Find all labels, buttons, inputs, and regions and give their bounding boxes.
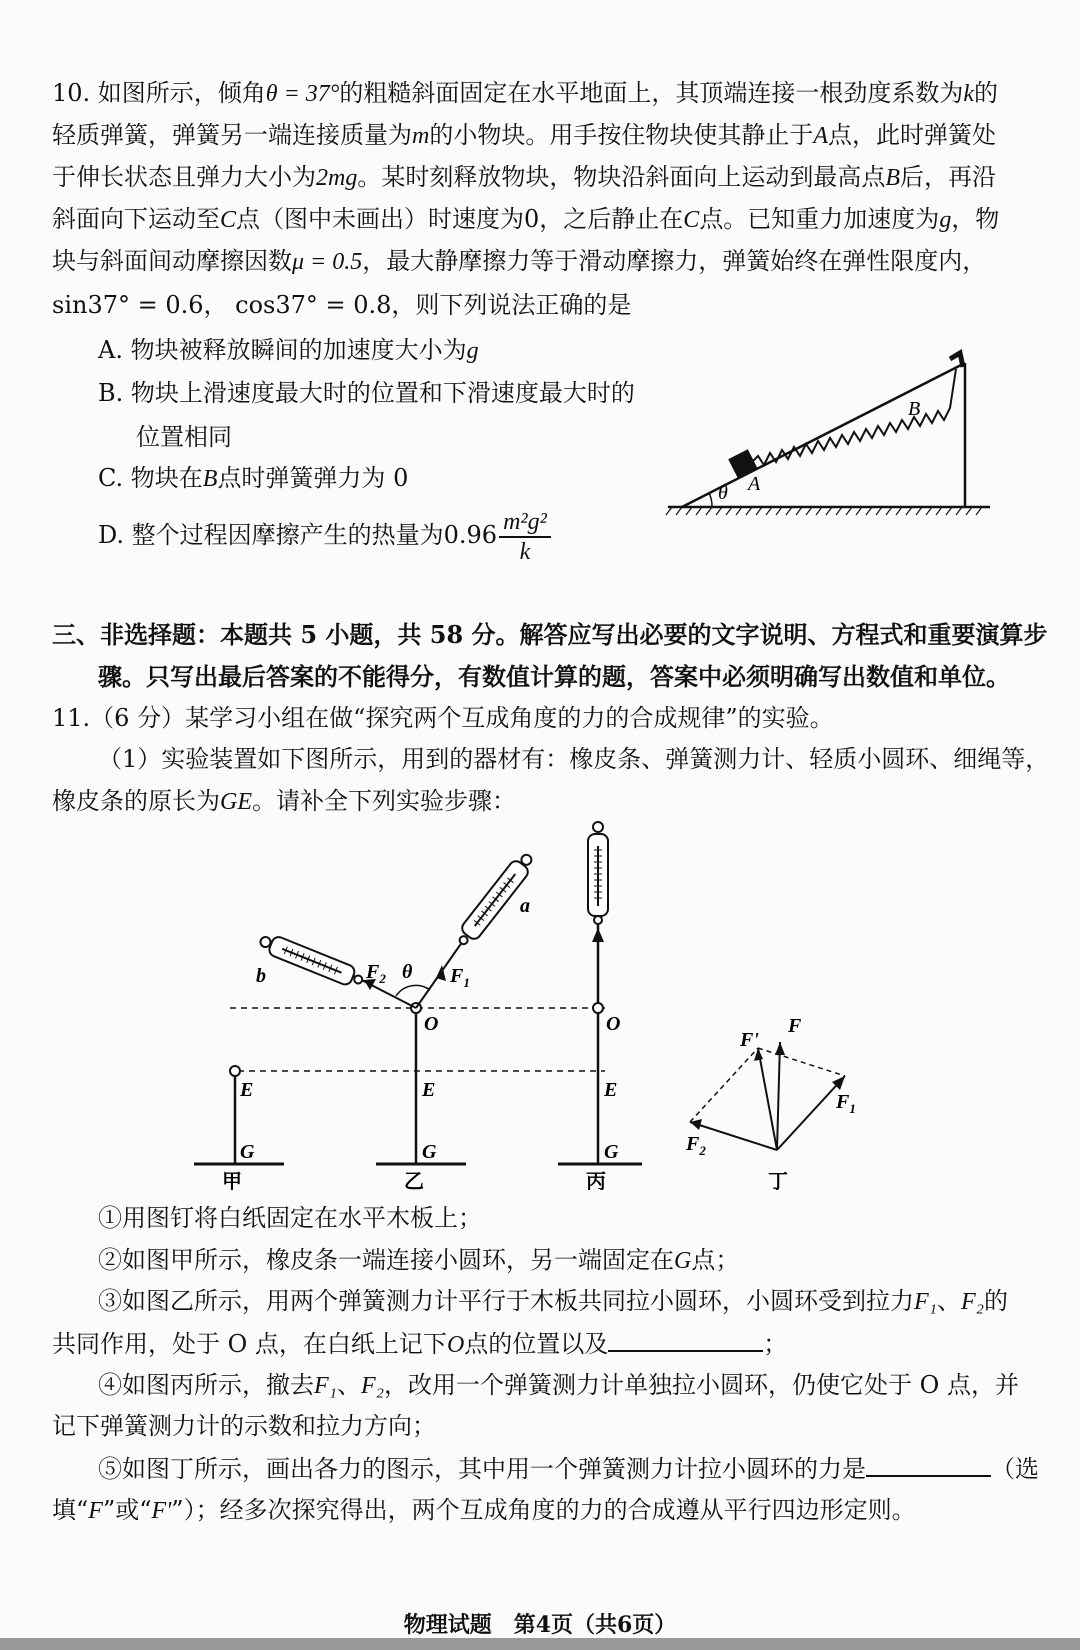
q10-text: 的小物块。用手按住物块使其静止于 <box>429 121 814 149</box>
q10-text: 后，再沿 <box>900 163 997 191</box>
step-5-cont <box>52 1495 916 1526</box>
option-text: C. 物块在 <box>98 464 203 492</box>
label-ding: 丁 <box>768 1171 788 1190</box>
step-5 <box>98 1453 1039 1484</box>
label-f1 <box>835 1091 856 1116</box>
arrow-f <box>592 928 604 942</box>
spring-mount <box>950 353 963 367</box>
q10-mu: μ = 0.5 <box>292 249 363 275</box>
q10-text: sin37° = 0.6， cos37° = 0.8，则下列说法正确的是 <box>52 291 632 319</box>
label-jia: 甲 <box>222 1171 242 1190</box>
step-3-cont <box>52 1328 787 1360</box>
option-text: B. 物块上滑速度最大时的位置和下滑速度最大时的 <box>98 379 635 407</box>
step-text: 填“ <box>52 1496 89 1524</box>
q10-text: 10. 如图所示，倾角 <box>52 79 266 107</box>
step-4 <box>98 1370 1019 1401</box>
q10-text: 点。已知重力加速度为 <box>699 205 940 233</box>
label-o: O <box>606 1013 621 1035</box>
q10-theta: θ = 37° <box>265 81 340 107</box>
step-text: ②如图甲所示，橡皮条一端连接小圆环，另一端固定在 <box>98 1246 674 1274</box>
q10-g: g <box>939 207 952 233</box>
q11-GE: GE <box>220 789 252 815</box>
q11-text: （1）实验装置如下图所示，用到的器材有：橡皮条、弹簧测力计、轻质小圆环、细绳等， <box>98 745 1050 773</box>
q11-part1 <box>98 744 1049 774</box>
force-diagram-ding <box>685 1015 856 1190</box>
point-a-label: A <box>748 473 761 495</box>
section-3-heading-2 <box>98 662 1010 692</box>
option-g: g <box>466 338 479 364</box>
label-g: G <box>422 1141 437 1163</box>
q10-text: 点（图中未画出）时速度为0，之后静止在 <box>236 205 684 233</box>
step-text: ”或“ <box>102 1496 152 1524</box>
angle-arc <box>709 493 712 507</box>
label-theta: θ <box>402 961 413 983</box>
q10-option-a <box>98 335 479 366</box>
spring-balance-vertical <box>588 822 608 924</box>
step-F1: F₁ <box>314 1373 338 1399</box>
q10-text: 。某时刻释放物块，物块沿斜面向上运动到最高点 <box>357 163 886 191</box>
label-o: O <box>424 1013 439 1035</box>
label-e: E <box>422 1079 436 1101</box>
fraction-denominator: k <box>519 538 531 565</box>
q11-part1-cont <box>52 786 516 817</box>
step-text: ①用图钉将白纸固定在水平木板上； <box>98 1204 482 1232</box>
step-text: ，改用一个弹簧测力计单独拉小圆环，仍使它处于 O 点，并 <box>384 1371 1019 1399</box>
page-footer: 物理试题 第4页（共6页） <box>403 1612 677 1638</box>
step-text: 点； <box>691 1246 740 1274</box>
step-text: ③如图乙所示，用两个弹簧测力计平行于木板共同拉小圆环，小圆环受到拉力 <box>98 1287 914 1315</box>
q10-C: C <box>683 207 700 233</box>
arrow-f <box>775 1042 785 1055</box>
step-text: ⑤如图丁所示，画出各力的图示，其中用一个弹簧测力计拉小圆环的力是 <box>98 1455 866 1483</box>
option-text: A. 物块被释放瞬间的加速度大小为 <box>98 336 467 364</box>
step-text: ”）；经多次探究得出，两个互成角度的力的合成遵从平行四边形定则。 <box>171 1496 916 1524</box>
option-B: B <box>202 466 218 492</box>
step-G: G <box>674 1248 692 1274</box>
q10-C: C <box>220 207 237 233</box>
step-text: ④如图丙所示，撤去 <box>98 1371 314 1399</box>
q10-text: 于伸长状态且弹力大小为 <box>52 163 316 191</box>
q10-text: 斜面向下运动至 <box>52 205 220 233</box>
ring <box>230 1066 240 1076</box>
fraction-numerator: m²g² <box>499 508 551 538</box>
q11-text: 11.（6 分）某学习小组在做“探究两个互成角度的力的合成规律”的实验。 <box>52 704 834 732</box>
spring-balance-b <box>257 931 366 990</box>
q10-A: A <box>813 123 829 149</box>
q10-m: m <box>412 123 430 149</box>
label-a: a <box>520 895 530 917</box>
point-b-label: B <box>908 398 921 420</box>
label-bing: 丙 <box>586 1171 606 1190</box>
label-e: E <box>604 1079 618 1101</box>
step-text: 的 <box>984 1287 1009 1315</box>
step-text: 共同作用，处于 O 点，在白纸上记下 <box>52 1330 447 1358</box>
label-f2-main: F <box>686 1133 700 1155</box>
step-F-prime: F' <box>151 1498 172 1524</box>
scan-edge <box>0 1638 1080 1650</box>
label-f2-sub: 2 <box>379 971 386 986</box>
step-sep: 、 <box>937 1287 962 1315</box>
q10-line-6 <box>52 290 631 320</box>
label-yi: 乙 <box>404 1171 424 1190</box>
label-f1 <box>449 965 470 990</box>
q10-text: ，物 <box>951 205 1000 233</box>
q10-line-3 <box>52 162 996 193</box>
answer-blank-2[interactable] <box>866 1453 991 1477</box>
q10-text: 轻质弹簧，弹簧另一端连接质量为 <box>52 121 412 149</box>
option-text: 点时弹簧弹力为 0 <box>217 464 409 492</box>
step-text: （选 <box>991 1455 1039 1483</box>
q10-k: k <box>963 81 975 107</box>
q11-title <box>52 703 834 733</box>
dashed-parallel <box>690 1048 758 1122</box>
q10-text: 点，此时弹簧处 <box>828 121 997 149</box>
label-f1-main: F <box>836 1091 850 1113</box>
setup-yi <box>256 850 537 1190</box>
label-f1-sub: 1 <box>849 1101 856 1116</box>
label-f: F <box>788 1015 802 1037</box>
label-f1-main: F <box>450 965 464 987</box>
label-e: E <box>240 1079 254 1101</box>
q10-line-1 <box>52 78 998 109</box>
q10-text: 块与斜面间动摩擦因数 <box>52 247 292 275</box>
label-f2 <box>365 961 386 986</box>
step-3 <box>98 1286 1008 1317</box>
answer-blank-1[interactable] <box>608 1328 763 1352</box>
setup-jia <box>194 1066 284 1190</box>
q10-option-d <box>98 505 551 566</box>
q10-line-5 <box>52 246 986 277</box>
step-O: O <box>446 1332 465 1358</box>
section-3-heading <box>52 620 1048 650</box>
step-text: ； <box>763 1330 788 1358</box>
q10-text: ，最大静摩擦力等于滑动摩擦力，弹簧始终在弹性限度内， <box>362 247 987 275</box>
option-text: D. 整个过程因摩擦产生的热量为0.96 <box>98 521 498 549</box>
step-text: 点的位置以及 <box>464 1330 609 1358</box>
option-text: 位置相同 <box>136 423 232 451</box>
q10-line-4 <box>52 204 999 235</box>
label-f-prime: F' <box>740 1029 759 1051</box>
q10-2mg: 2mg <box>316 165 358 191</box>
section-text: 骤。只写出最后答案的不能得分，有数值计算的题，答案中必须明确写出数值和单位。 <box>98 662 1010 691</box>
q10-option-c <box>98 463 408 494</box>
step-F1: F₁ <box>914 1289 938 1315</box>
q11-text: 。请补全下列实验步骤： <box>252 787 516 815</box>
label-b: b <box>256 965 266 987</box>
section-text: 三、非选择题：本题共 5 小题，共 58 分。解答应写出必要的文字说明、方程式和重要演算步 <box>52 620 1048 649</box>
heat-fraction <box>499 508 551 566</box>
step-2 <box>98 1245 739 1276</box>
label-f2-main: F <box>366 961 380 983</box>
label-g: G <box>240 1141 255 1163</box>
step-sep: 、 <box>337 1371 362 1399</box>
dashed-parallel <box>758 1048 845 1076</box>
theta-label: θ <box>718 482 728 504</box>
label-g: G <box>604 1141 619 1163</box>
incline-figure <box>660 345 1000 525</box>
step-F: F <box>88 1498 103 1524</box>
step-4-cont <box>52 1411 436 1441</box>
step-F2: F₂ <box>961 1289 985 1315</box>
q10-line-2 <box>52 120 996 151</box>
label-f2-sub: 2 <box>699 1143 706 1158</box>
q10-option-b-cont <box>136 422 232 452</box>
ring <box>593 1003 603 1013</box>
step-F2: F₂ <box>361 1373 385 1399</box>
q11-text: 橡皮条的原长为 <box>52 787 220 815</box>
step-1 <box>98 1203 482 1233</box>
experiment-figure <box>180 820 860 1190</box>
step-text: 记下弹簧测力计的示数和拉力方向； <box>52 1412 436 1440</box>
q10-text: 的粗糙斜面固定在水平地面上，其顶端连接一根劲度系数为 <box>339 79 964 107</box>
q10-option-b <box>98 378 635 408</box>
q10-text: 的 <box>974 79 999 107</box>
setup-bing <box>558 822 642 1190</box>
label-f1-sub: 1 <box>463 975 470 990</box>
q10-B: B <box>885 165 901 191</box>
label-f2 <box>685 1133 706 1158</box>
